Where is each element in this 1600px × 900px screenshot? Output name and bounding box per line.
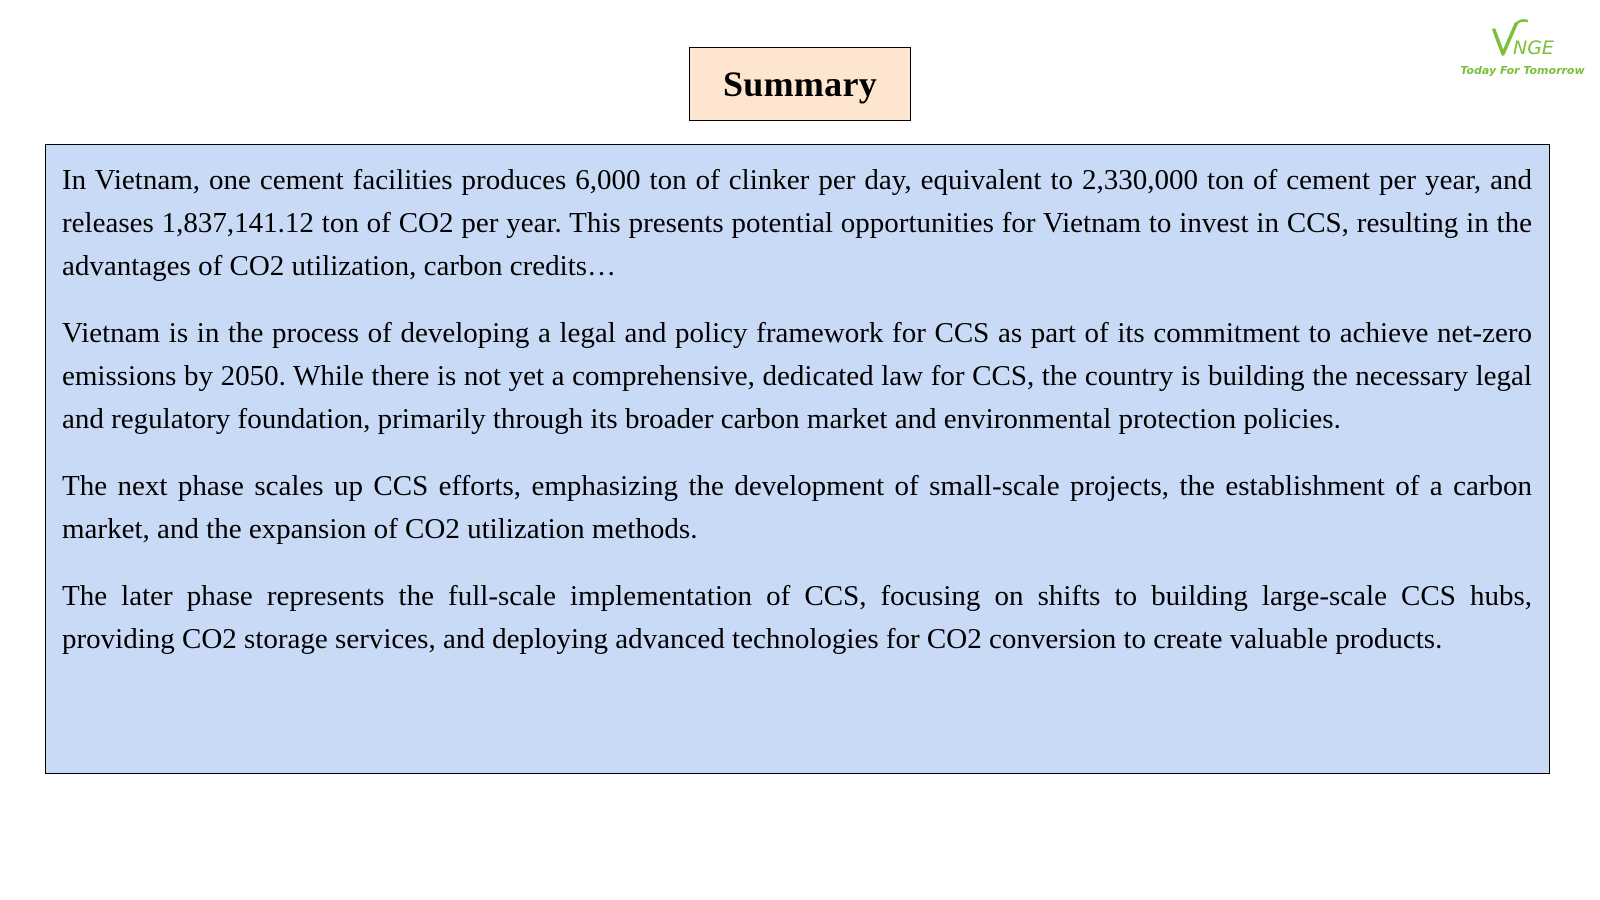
company-logo	[1455, 18, 1590, 88]
title-box	[689, 47, 911, 121]
summary-paragraph-4: The later phase represents the full-scale implementation of CCS, focusing on shifts to building large-scale CCS hubs, providing CO2 storage services, and deploying advanced technologies for CO2 conversion to create valuable products.	[62, 580, 1532, 655]
logo-mark-text: NGE	[1513, 37, 1554, 58]
summary-paragraph-2: Vietnam is in the process of developing a legal and policy framework for CCS as part of its commitment to achieve net-zero emissions by 2050. While there is not yet a comprehensive, dedicated law for CCS, the country is building the necessary legal and regulatory foundation, primarily through its broader carbon market and environmental protection policies.	[62, 317, 1532, 435]
summary-paragraph-3: The next phase scales up CCS efforts, emphasizing the development of small-scale projects, the establishment of a carbon market, and the expansion of CO2 utilization methods.	[62, 470, 1532, 545]
logo-tagline: Today For Tomorrow	[1460, 64, 1585, 77]
page-title: Summary	[722, 64, 878, 104]
summary-panel	[45, 144, 1550, 774]
summary-paragraph-1: In Vietnam, one cement facilities produces 6,000 ton of clinker per day, equivalent to 2,330,000 ton of cement per year, and releases 1,837,141.12 ton of CO2 per year. This presents potential opportunities for Vietnam to invest in CCS, resulting in the advantages of CO2 utilization, carbon credits…	[62, 164, 1532, 282]
vnge-logo-icon	[1490, 18, 1570, 58]
